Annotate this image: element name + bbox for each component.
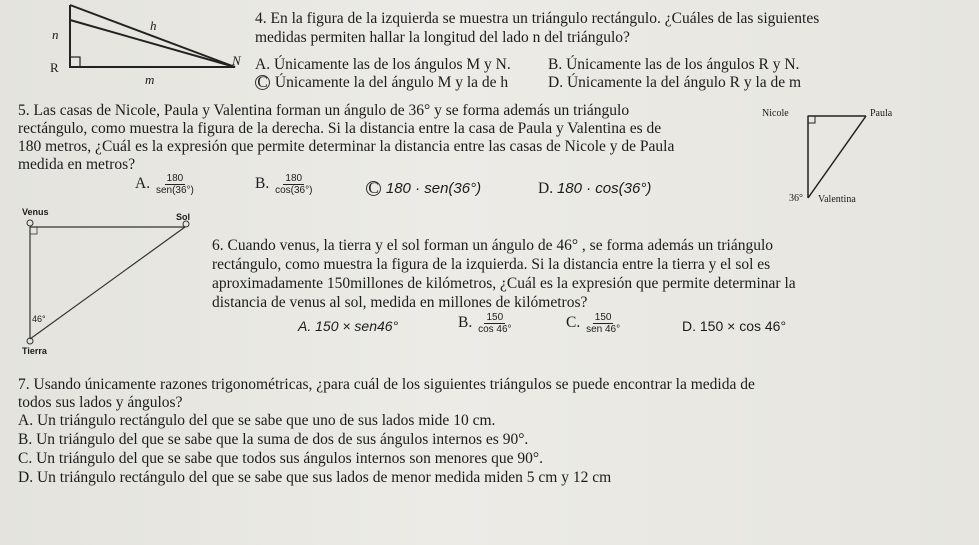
q5-option-d-text: 180 · cos(36°) [556,180,652,197]
q4-option-a[interactable]: A. Únicamente las de los ángulos M y N. [255,56,511,73]
q5-label-valentina: Valentina [818,194,856,205]
q4-label-h: h [150,18,157,33]
q6-label-venus: Venus [22,207,49,217]
q6-option-c-numerator: 150 [594,312,612,323]
q5-label-angle: 36° [789,193,803,204]
q4-question-line2: medidas permiten hallar la longitud del lado n del triángulo? [255,29,630,46]
q6-question-line2: rectángulo, como muestra la figura de la izquierda. Si la distancia entre la tierra y el sol es [212,256,771,273]
q5-option-b-denominator: cos(36°) [275,185,313,196]
q6-question-line4: distancia de venus al sol, medida en millones de kilómetros? [212,294,588,311]
q7-option-b[interactable]: B. Un triángulo del que se sabe que la suma de dos de sus ángulos internos es 90°. [18,431,529,448]
q6-question-line3: aproximadamente 150millones de kilómetros, ¿Cuál es la expresión que permite determinar la [212,275,796,292]
q6-label-sol: Sol [176,212,191,222]
q6-label-angle: 46° [32,314,46,324]
q4-option-c-mark: C [255,75,270,90]
q5-option-a-numerator: 180 [166,173,184,184]
q7-question-line2: todos sus lados y ángulos? [18,394,183,411]
q6-option-c-denominator: sen 46° [586,324,621,335]
q6-option-d[interactable]: D. 150 × cos 46° [682,318,787,334]
q5-option-b-letter: B. [255,175,270,193]
q5-label-nicole: Nicole [762,108,789,119]
q7-option-c[interactable]: C. Un triángulo del que se sabe que todos sus ángulos internos son menores que 90°. [18,450,543,467]
q5-label-paula: Paula [870,108,893,119]
q5-option-b-numerator: 180 [285,173,303,184]
q6-option-c-letter: C. [566,314,581,332]
q5-option-c-mark: C [366,181,381,196]
q4-option-b[interactable]: B. Únicamente las de los ángulos R y N. [548,56,800,73]
q5-option-a-letter: A. [135,175,151,193]
q6-option-b-denominator: cos 46° [478,324,512,335]
q6-option-c[interactable] [566,312,622,335]
q6-option-a[interactable]: A. 150 × sen46° [298,318,399,334]
q6-question-line1: 6. Cuando venus, la tierra y el sol forman un ángulo de 46° , se forma además un triángulo [212,237,774,254]
q6-option-b[interactable] [458,312,514,335]
q5-option-c-text: 180 · sen(36°) [385,180,482,197]
q5-question-line3: 180 metros, ¿Cuál es la expresión que permite determinar la distancia entre las casas de Nicole y de Paula [18,138,675,155]
q4-label-m: m [145,72,155,87]
q4-option-d[interactable]: D. Únicamente la del ángulo R y la de m [548,74,802,91]
q6-option-b-letter: B. [458,314,473,332]
q4-label-n: n [52,27,59,42]
q7-option-d[interactable]: D. Un triángulo rectángulo del que se sabe que sus lados de menor medida miden 5 cm y 12 cm [18,469,612,486]
q6-option-b-numerator: 150 [486,312,504,323]
q5-question-line2: rectángulo, como muestra la figura de la derecha. Si la distancia entre la casa de Paula y Valentina es de [18,120,662,137]
q4-option-c-text: Únicamente la del ángulo M y la de h [271,74,509,91]
q7-question-line1: 7. Usando únicamente razones trigonométricas, ¿para cuál de los siguientes triángulos se puede encontrar la medida de [18,376,755,393]
q5-option-a-denominator: sen(36°) [155,185,194,196]
q4-label-R: R [50,60,59,75]
q5-option-d-letter: D. [538,180,554,197]
q4-label-N: N [232,53,241,68]
q5-question-line4: medida en metros? [18,156,136,173]
q4-question-line1: 4. En la figura de la izquierda se muestra un triángulo rectángulo. ¿Cuáles de las siguientes [255,10,820,27]
q7-option-a[interactable]: A. Un triángulo rectángulo del que se sabe que uno de sus lados mide 10 cm. [18,412,496,429]
q5-question-line1: 5. Las casas de Nicole, Paula y Valentina forman un ángulo de 36° y se forma además un triángulo [18,102,630,119]
q6-label-tierra: Tierra [22,346,47,356]
